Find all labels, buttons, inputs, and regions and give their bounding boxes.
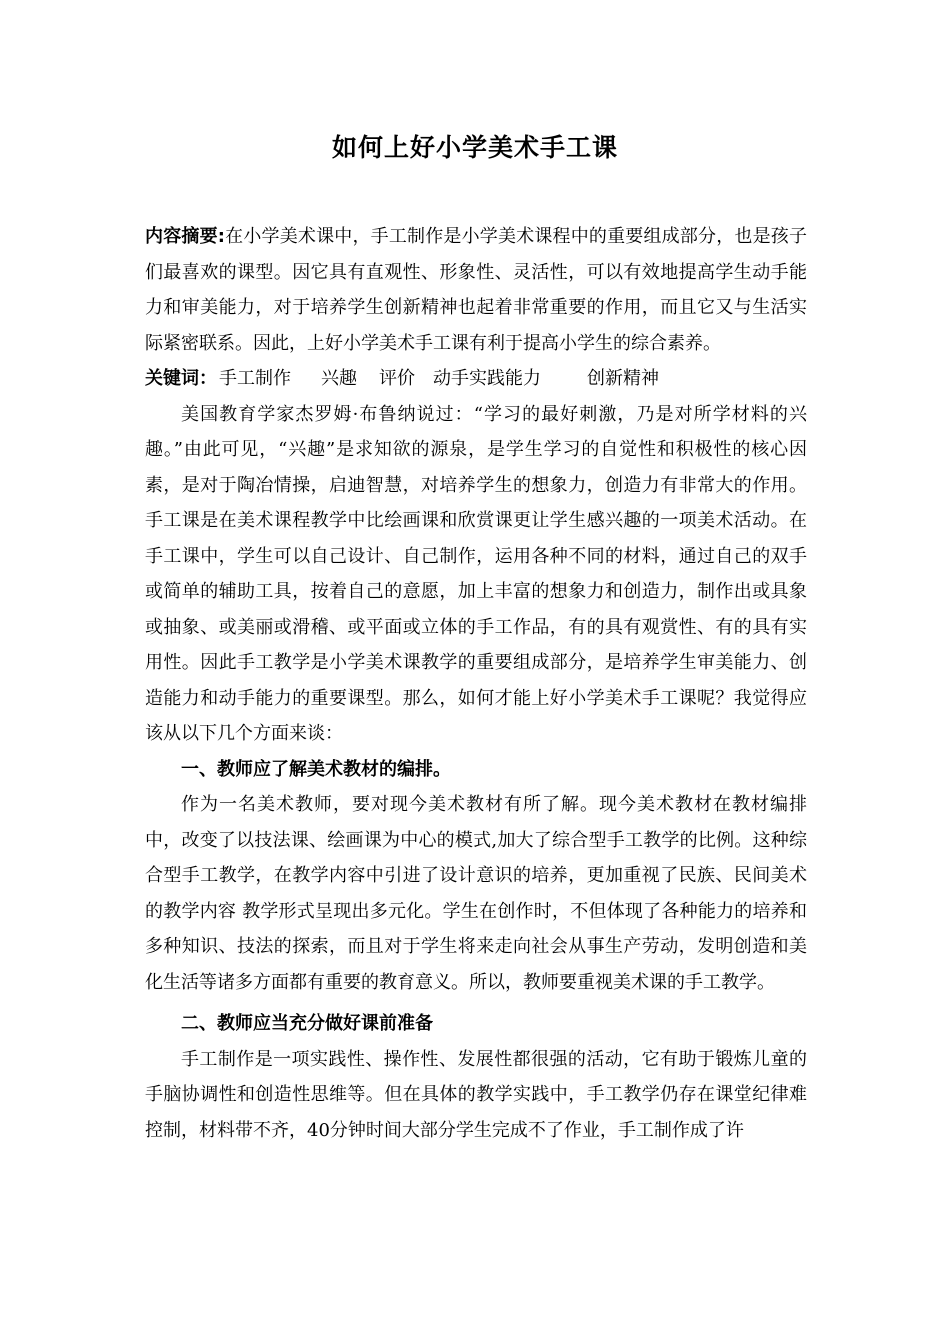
keywords-label: 关键词： [145,368,217,389]
keywords-line [145,361,807,397]
section-1-paragraph: 作为一名美术教师，要对现今美术教材有所了解。现今美术教材在教材编排中，改变了以技法课、绘画课为中心的模式,加大了综合型手工教学的比例。这种综合型手工教学，在教学内容中引进了设计意识的培养，更加重视了民族、民间美术的教学内容 教学形式呈现出多元化。学生在创作时，不但体现了各种能力的培养和多种知识、技法的探索，而且对于学生将来走向社会从事生产劳动，发明创造和美化生活等诸多方面都有重要的教育意义。所以，教师要重视美术课的手工教学。 [145,794,807,993]
section-2-paragraph: 手工制作是一项实践性、操作性、发展性都很强的活动，它有助于锻炼儿童的手脑协调性和创造性思维等。但在具体的教学实践中，手工教学仍存在课堂纪律难控制，材料带不齐，40分钟时间大部分学生完成不了作业，手工制作成了许 [145,1048,807,1141]
abstract-label: 内容摘要: [145,226,225,247]
keyword-item: 兴趣 [321,368,357,389]
keyword-item: 动手实践能力 [433,368,541,389]
document-body [145,219,807,1148]
section-heading-1: 一、教师应了解美术教材的编排。 [181,758,451,780]
section-heading-2: 二、教师应当充分做好课前准备 [181,1013,433,1034]
abstract-text: 在小学美术课中，手工制作是小学美术课程中的重要组成部分，也是孩子们最喜欢的课型。因它具有直观性、形象性、灵活性，可以有效地提高学生动手能力和审美能力，对于培养学生创新精神也起着非常重要的作用，而且它又与生活实际紧密联系。因此，上好小学美术手工课有利于提高小学生的综合素养。 [145,226,807,354]
keyword-item: 手工制作 [219,368,291,389]
keyword-item: 评价 [379,368,415,389]
intro-paragraph: 美国教育学家杰罗姆·布鲁纳说过：“学习的最好刺激，乃是对所学材料的兴趣。”由此可见，“兴趣”是求知欲的源泉，是学生学习的自觉性和积极性的核心因素，是对于陶冶情操，启迪智慧，对培养学生的想象力，创造力有非常大的作用。手工课是在美术课程教学中比绘画课和欣赏课更让学生感兴趣的一项美术活动。在手工课中，学生可以自己设计、自己制作，运用各种不同的材料，通过自己的双手或简单的辅助工具，按着自己的意愿，加上丰富的想象力和创造力，制作出或具象或抽象、或美丽或滑稽、或平面或立体的手工作品，有的具有观赏性、有的具有实用性。因此手工教学是小学美术课教学的重要组成部分，是培养学生审美能力、创造能力和动手能力的重要课型。那么，如何才能上好小学美术手工课呢？我觉得应该从以下几个方面来谈： [145,403,807,744]
document-title: 如何上好小学美术手工课 [331,133,618,162]
keyword-item: 创新精神 [587,368,659,389]
abstract-paragraph [145,219,807,361]
